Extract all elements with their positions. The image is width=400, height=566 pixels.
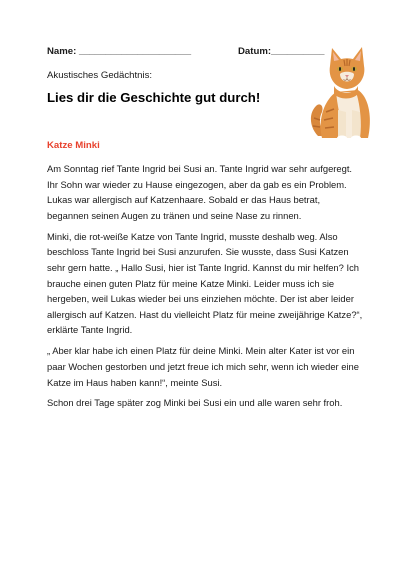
story-paragraph-1: Am Sonntag rief Tante Ingrid bei Susi an. Tante Ingrid war sehr aufgeregt. Ihr Sohn war wieder zu Hause eingezogen, aber da gab es ein Problem. Lukas war allergisch auf Katzenhaare. Sobald er das Haus betrat, begannen seinen Augen zu tränen und seine Nase zu rinnen. [47,163,353,221]
subtitle: Akustisches Gedächtnis: [47,70,153,81]
header-fields [47,46,337,57]
date-field[interactable]: Datum:__________ [238,46,325,57]
story-title: Katze Minki [47,140,100,151]
story-paragraph-4: Schon drei Tage später zog Minki bei Susi ein und alle waren sehr froh. [47,397,343,409]
story-text [47,161,363,416]
story-paragraph-3: „ Aber klar habe ich einen Platz für deine Minki. Mein alter Kater ist vor ein paar Wochen gestorben und jetzt freue ich mich sehr, wenn ich wieder eine Katze im Haus haben kann!“, meinte Susi. [47,345,359,388]
story-paragraph-2: Minki, die rot-weiße Katze von Tante Ingrid, musste deshalb weg. Also beschloss Tante Ingrid bei Susi anzurufen. Sie wusste, dass Susi Katzen sehr gern hatte. „ Hallo Susi, hier ist Tante Ingrid. Kannst du mir helfen? Ich brauche einen guten Platz für meine Katze Minki. Leider muss ich sie hergeben, weil Lukas wieder bei uns einziehen möchte. Der ist aber leider allergisch auf Katzen. Hast du vielleicht Platz für meine zweijährige Katze?“, erklärte Tante Ingrid. [47,230,363,336]
cat-photo-icon [308,40,380,142]
name-field[interactable]: Name: _____________________ [47,46,192,57]
headline: Lies dir die Geschichte gut durch! [47,90,261,105]
